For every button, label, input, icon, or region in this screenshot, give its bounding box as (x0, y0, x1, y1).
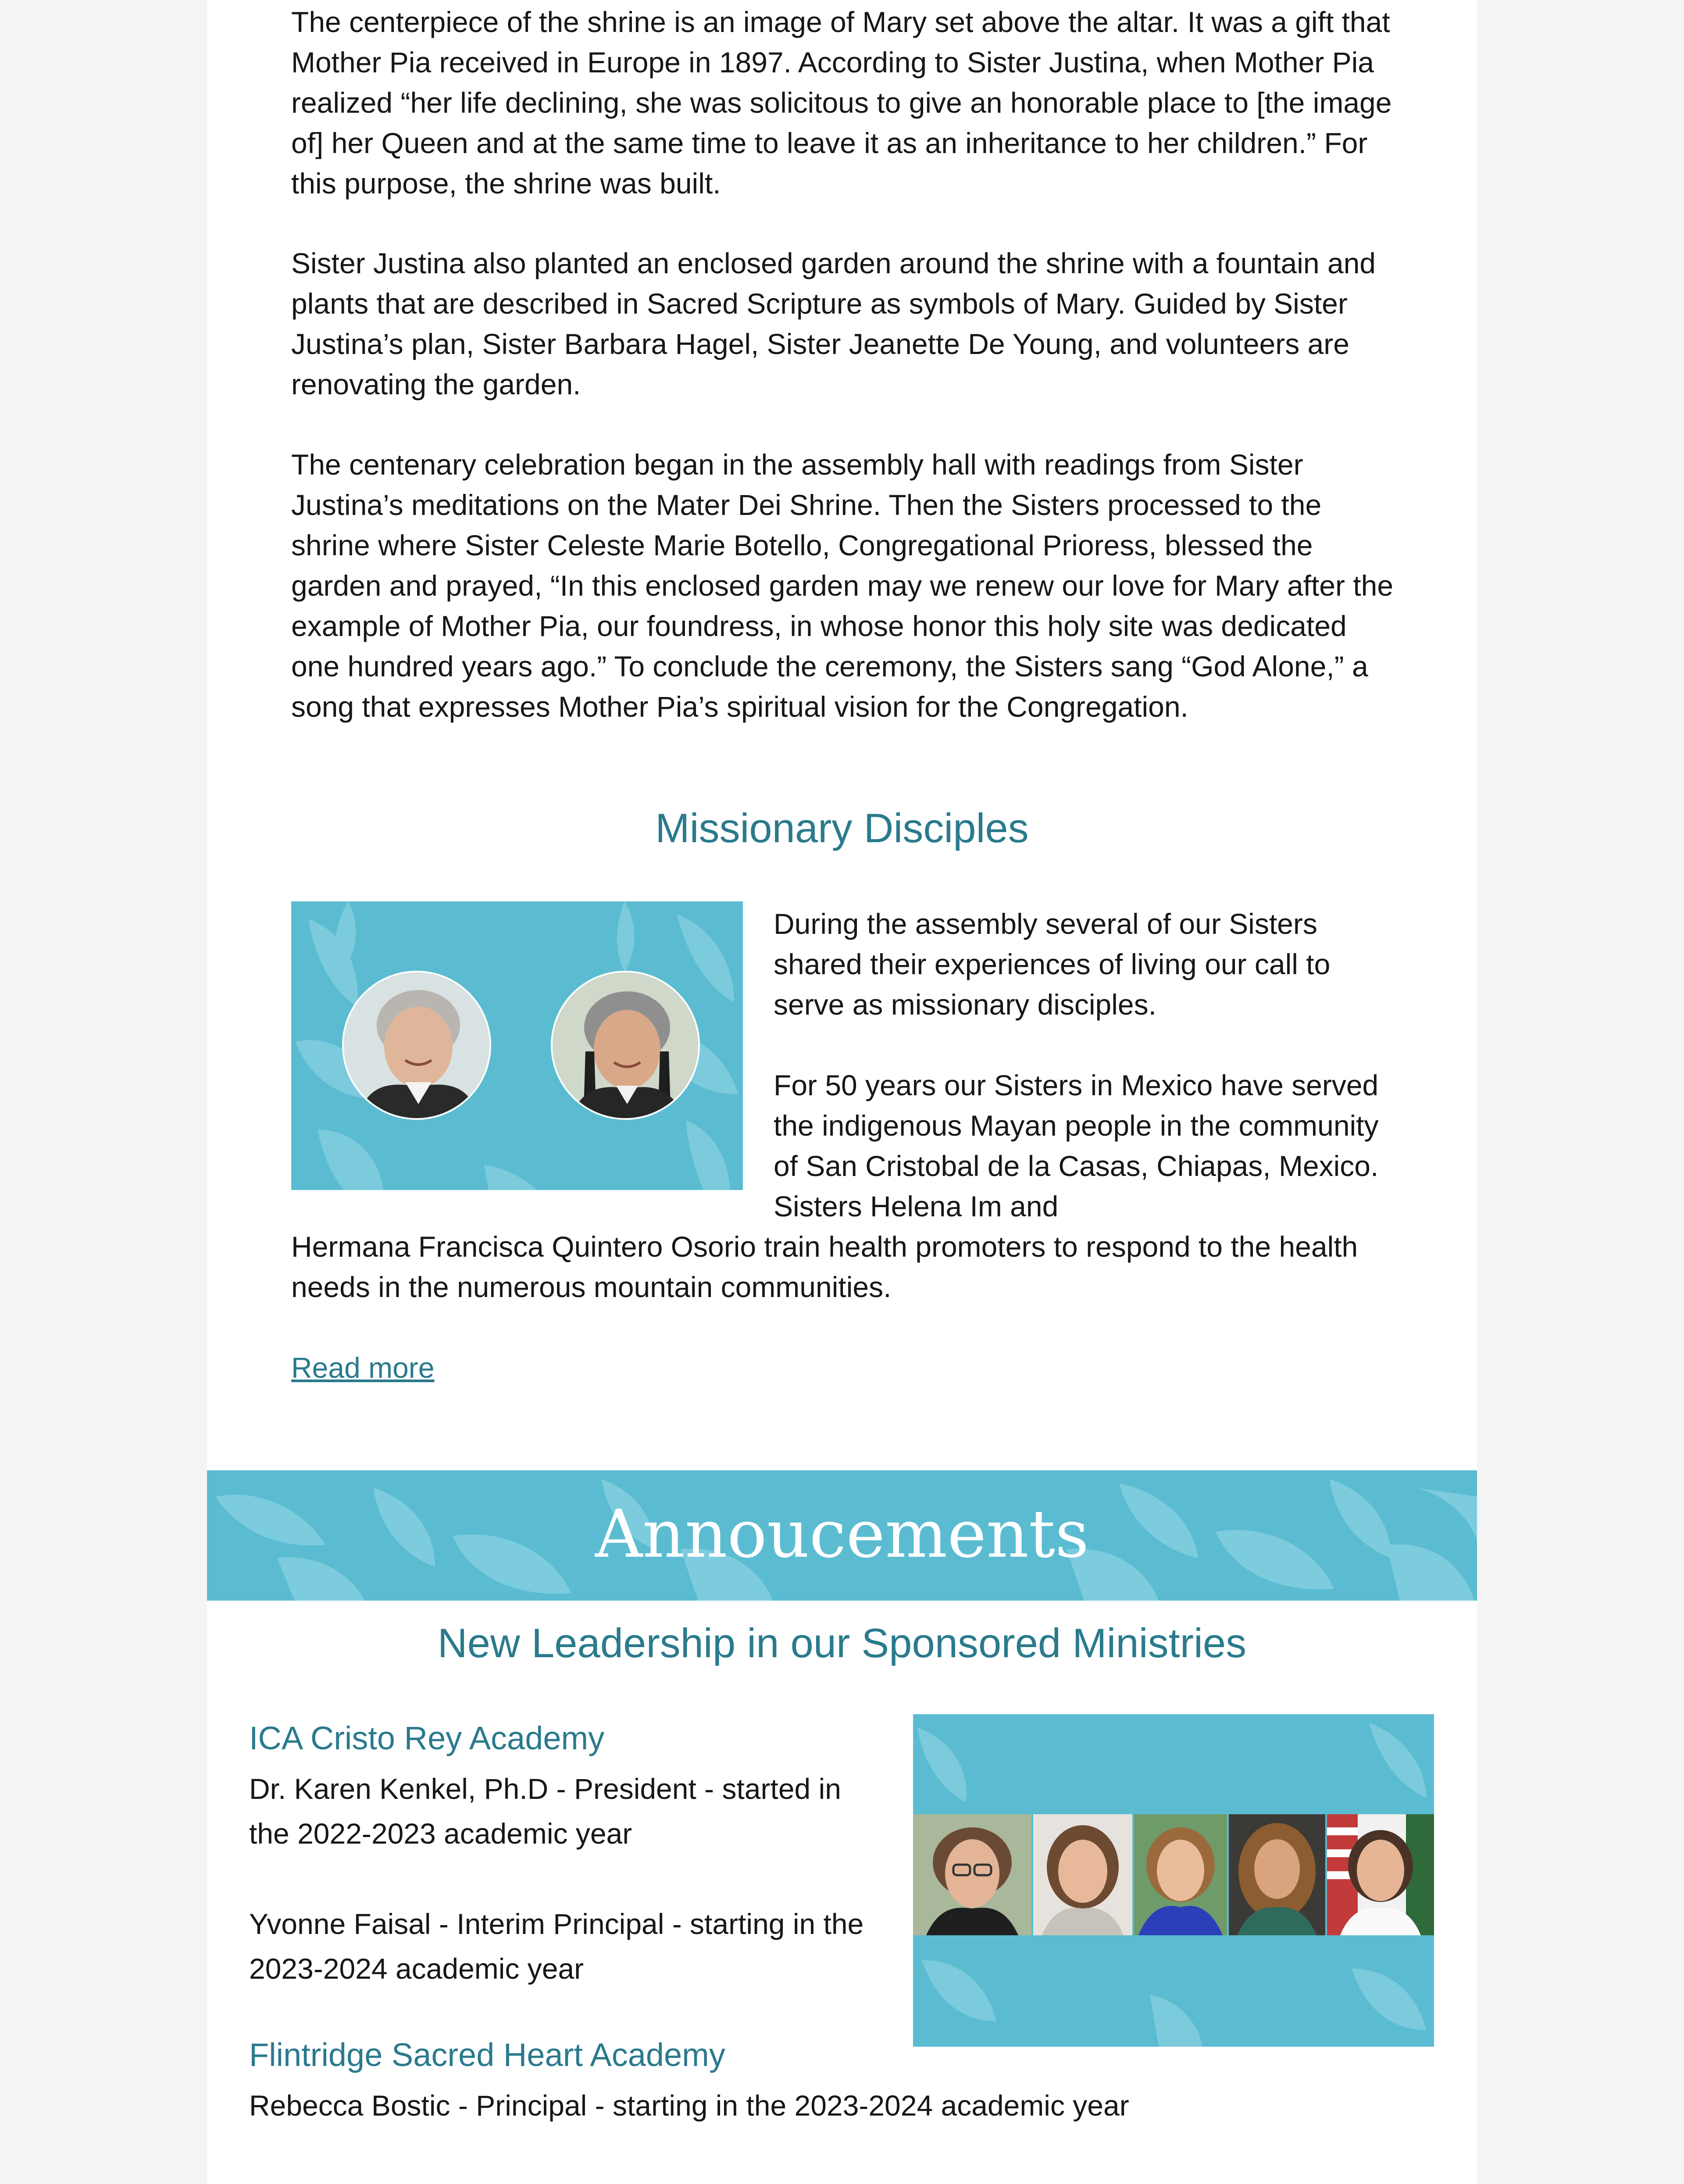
read-more-link[interactable]: Read more (291, 1351, 435, 1384)
leader-photo (1134, 1814, 1227, 1935)
ministry-entry: Dr. Karen Kenkel, Ph.D - President - started in the 2022-2023 academic year (249, 1773, 841, 1850)
leaders-photo-banner (913, 1714, 1434, 2047)
ministry-entry: Rebecca Bostic - Principal - starting in the 2023-2024 academic year (249, 2089, 1129, 2122)
ministry-name-ica: ICA Cristo Rey Academy (249, 1720, 605, 1756)
ministry-name-flintridge: Flintridge Sacred Heart Academy (249, 2037, 725, 2073)
leaders-photo-row (913, 1814, 1434, 1935)
announcements-banner-title: Annoucements (595, 1496, 1089, 1573)
sister-helena-portrait (342, 971, 491, 1120)
missionary-body-full: Hermana Francisca Quintero Osorio train health promoters to respond to the health needs in the numerous mountain communities. (291, 1230, 1358, 1303)
missionary-heading: Missionary Disciples (655, 805, 1029, 851)
ministry-entry: Yvonne Faisal - Interim Principal - starting in the 2023-2024 academic year (249, 1908, 864, 1985)
missionary-body-wrapped: For 50 years our Sisters in Mexico have served the indigenous Mayan people in the community of San Cristobal de la Casas, Chiapas, Mexico. Sisters Helena Im and (774, 1069, 1379, 1222)
leader-photo (1327, 1814, 1434, 1935)
shrine-paragraph-2: Sister Justina also planted an enclosed garden around the shrine with a fountain and plants that are described in Sacred Scripture as symbols of Mary. Guided by Sister Justina’s plan, Sister Barbara Hagel, Sister Jeanette De Young, and volunteers are renovating the garden. (291, 247, 1376, 400)
announcements-banner (207, 1470, 1477, 1601)
leader-photo (1033, 1814, 1132, 1935)
missionary-photo-banner (291, 901, 743, 1190)
leadership-heading: New Leadership in our Sponsored Ministries (437, 1620, 1247, 1666)
newsletter-content (207, 0, 1477, 2184)
hermana-francisca-portrait (551, 971, 700, 1120)
missionary-intro: During the assembly several of our Sisters shared their experiences of living our call to serve as missionary disciples. (774, 908, 1331, 1021)
shrine-paragraph-3: The centenary celebration began in the assembly hall with readings from Sister Justina’s meditations on the Mater Dei Shrine. Then the Sisters processed to the shrine where Sister Celeste Marie Botello, Congregational Prioress, blessed the garden and prayed, “In this enclosed garden may we renew our love for Mary after the example of Mother Pia, our foundress, in whose honor this holy site was dedicated one hundred years ago.” To conclude the ceremony, the Sisters sang “God Alone,” a song that expresses Mother Pia’s spiritual vision for the Congregation. (291, 448, 1394, 723)
read-more-row (291, 1348, 817, 1388)
leader-photo (913, 1814, 1031, 1935)
shrine-paragraph-1: The centerpiece of the shrine is an image of Mary set above the altar. It was a gift that Mother Pia received in Europe in 1897. According to Sister Justina, when Mother Pia realized “her life declining, she was solicitous to give an honorable place to [the image of] her Queen and at the same time to leave it as an inheritance to her children.” For this purpose, the shrine was built. (291, 6, 1392, 200)
leader-photo (1229, 1814, 1325, 1935)
